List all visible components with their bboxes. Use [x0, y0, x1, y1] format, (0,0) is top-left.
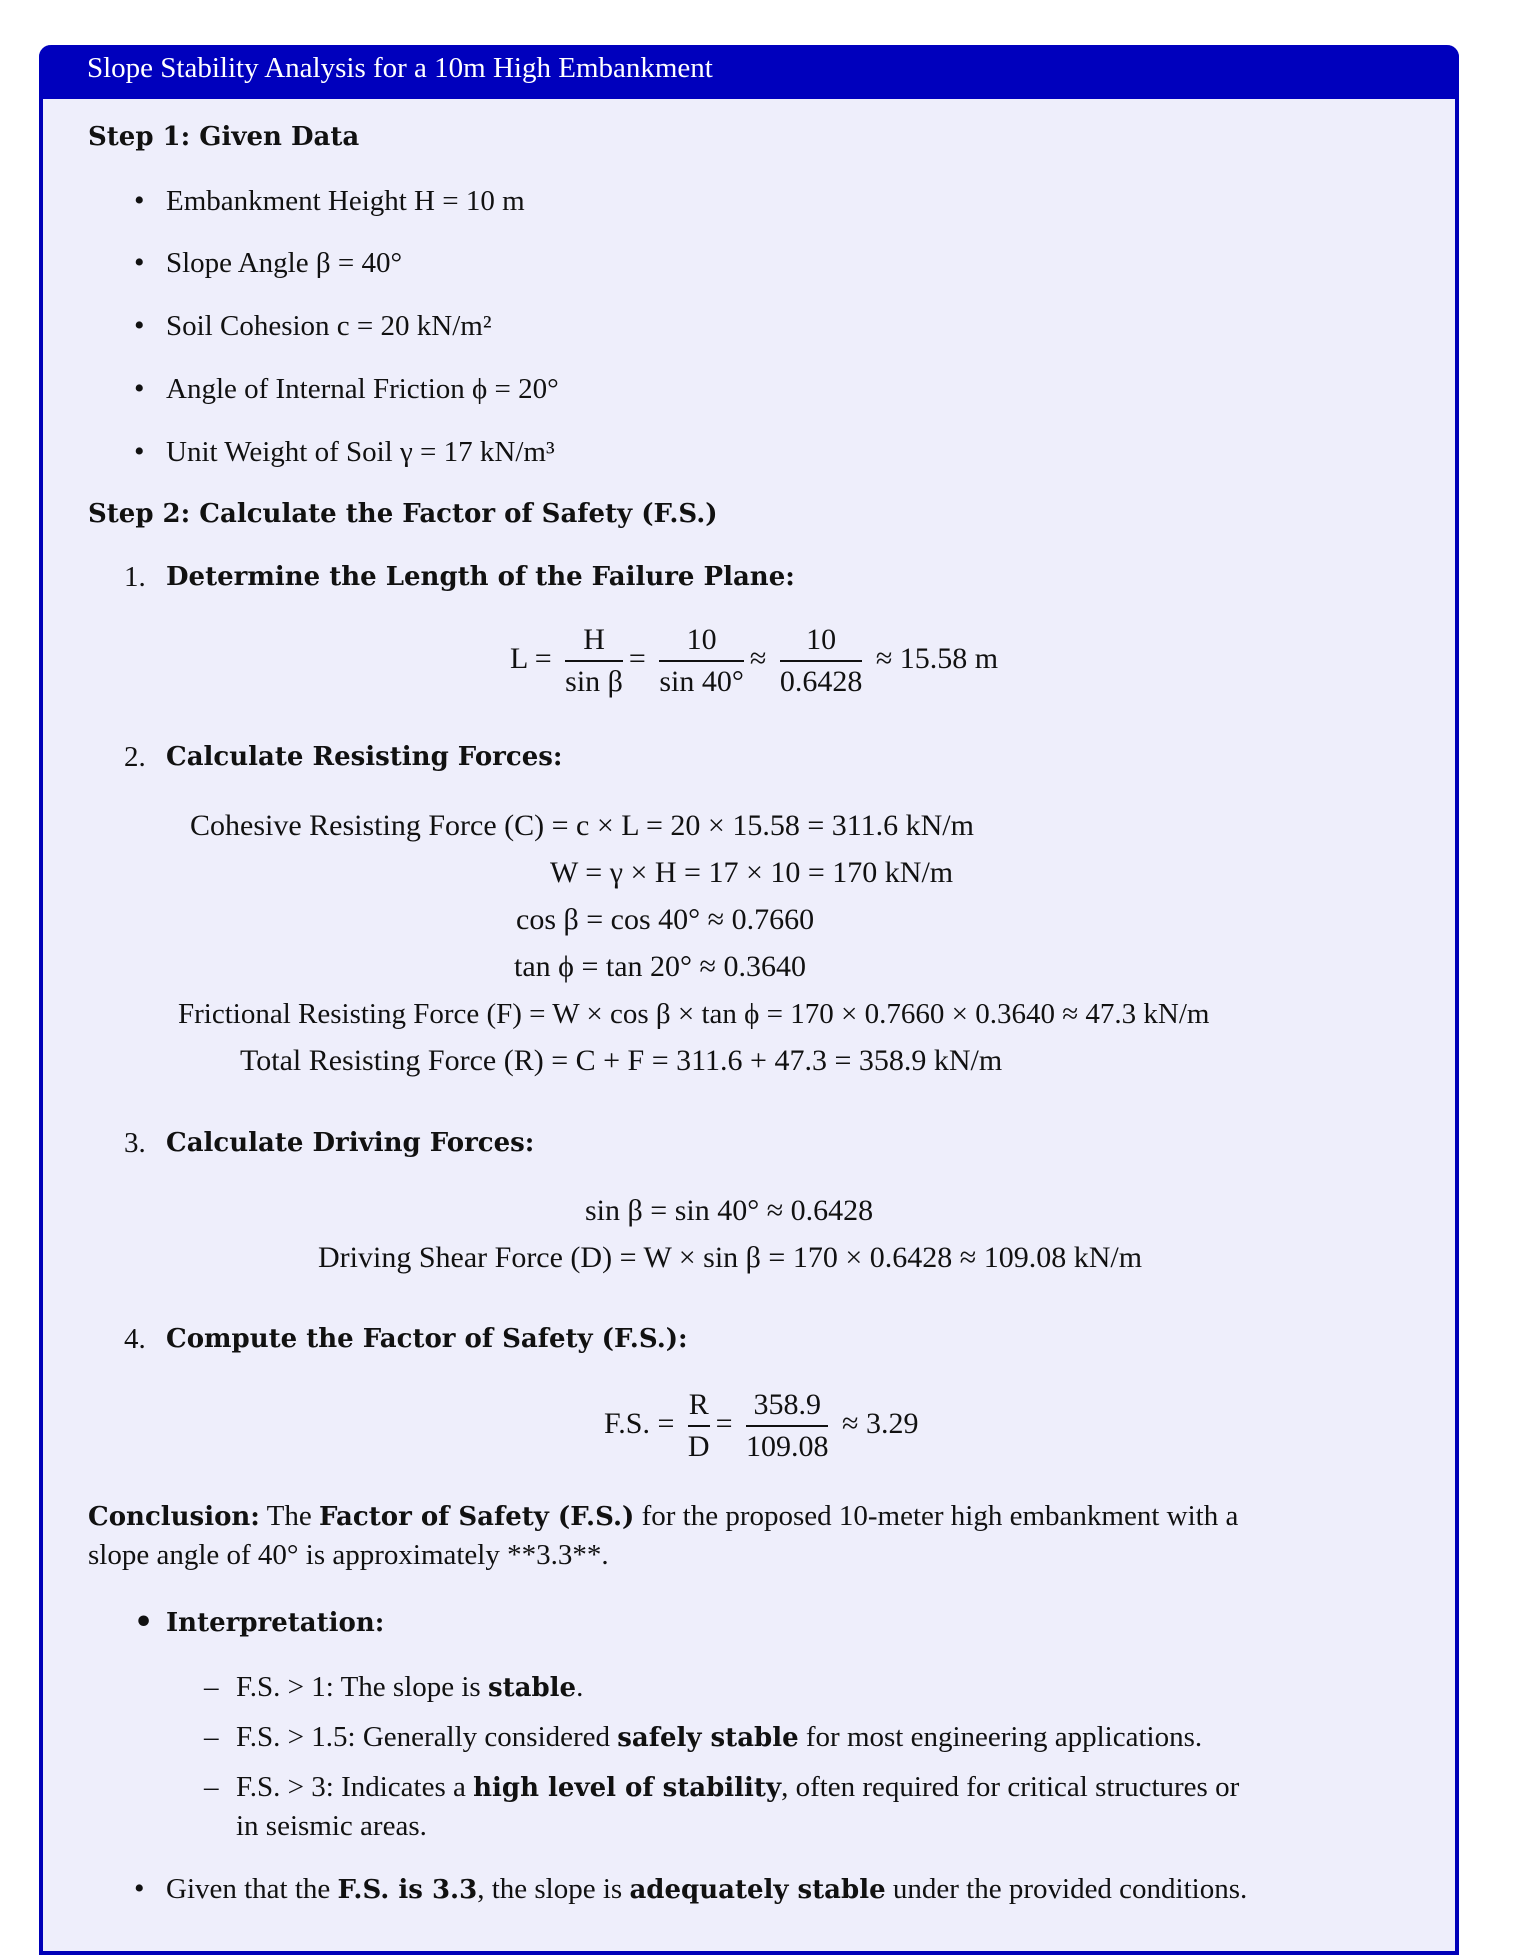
interpretation-item-2	[236, 1719, 1202, 1756]
interp2-post: for most engineering applications.	[798, 1721, 1203, 1753]
substep1-number: 1.	[124, 561, 146, 593]
step1-heading: Step 1: Given Data	[88, 122, 360, 152]
interpretation-item-3-wrap: in seismic areas.	[236, 1810, 427, 1842]
interp1-pre: F.S. > 1: The slope is	[236, 1671, 488, 1703]
conclusion-text-a: The	[266, 1500, 312, 1532]
eq4-frac2-num: 358.9	[753, 1388, 821, 1421]
final-e: under the provided conditions.	[885, 1873, 1248, 1905]
substep3-title: Calculate Driving Forces:	[166, 1128, 535, 1158]
resisting-line-cos: cos β = cos 40° ≈ 0.7660	[516, 903, 815, 936]
eq1-frac2	[659, 620, 744, 702]
eq4-lhs: F.S. =	[604, 1406, 675, 1440]
interp2-bold: safely stable	[617, 1723, 799, 1753]
resisting-line-tan: tan ϕ = tan 20° ≈ 0.3640	[514, 950, 806, 983]
substep4-number: 4.	[124, 1323, 146, 1355]
eq1-frac1-den: sin β	[565, 660, 623, 702]
given-item-slope: • Slope Angle β = 40°	[166, 245, 402, 281]
substep2-title: Calculate Resisting Forces:	[166, 742, 563, 772]
resisting-line-total: Total Resisting Force (R) = C + F = 311.6 + 47.3 = 358.9 kN/m	[240, 1044, 1003, 1077]
conclusion-line1	[88, 1498, 1238, 1535]
eq1-result: ≈ 15.58 m	[875, 641, 999, 675]
interp3-bold: high level of stability	[473, 1773, 782, 1803]
substep4-title: Compute the Factor of Safety (F.S.):	[166, 1324, 688, 1354]
substep2-number: 2.	[124, 741, 146, 773]
eq4-frac1	[688, 1385, 710, 1467]
eq1-frac3-num: 10	[806, 623, 837, 656]
interpretation-item-3	[236, 1769, 1239, 1806]
eq4-frac1-den: D	[688, 1425, 710, 1467]
conclusion-line2: slope angle of 40° is approximately **3.3**.	[88, 1539, 609, 1571]
final-c: , the slope is	[477, 1873, 630, 1905]
failure-length-equation: L = $\frac{H}{\text{sin β}}$ = $\frac{10}{\sin 40^\circ}$ ≈ $\frac{10}{0.6428}$ ≈ 15.58 m	[510, 620, 998, 702]
given-item-unit-weight: • Unit Weight of Soil γ = 17 kN/m³	[166, 434, 555, 470]
eq1-frac3	[780, 620, 863, 702]
interp3-post: , often required for critical structures or	[781, 1771, 1240, 1803]
final-b: F.S. is 3.3	[337, 1875, 478, 1905]
eq4-frac2	[746, 1385, 829, 1467]
given-item-friction: • Angle of Internal Friction ϕ = 20°	[166, 371, 559, 407]
interpretation-item-1	[236, 1669, 583, 1706]
given-item-height: • Embankment Height H = 10 m	[166, 183, 525, 219]
driving-line-sin: sin β = sin 40° ≈ 0.6428	[585, 1194, 874, 1227]
driving-line-shear: Driving Shear Force (D) = W × sin β = 170 × 0.6428 ≈ 109.08 kN/m	[318, 1241, 1143, 1274]
resisting-line-cohesive: Cohesive Resisting Force (C) = c × L = 20 × 15.58 = 311.6 kN/m	[190, 809, 974, 842]
eq1-frac2-den: sin 40°	[659, 660, 744, 702]
page-title: Slope Stability Analysis for a 10m High Embankment	[87, 52, 713, 84]
final-a: Given that the	[166, 1873, 338, 1905]
final-statement	[166, 1871, 1247, 1908]
eq1-frac1-num: H	[583, 623, 605, 656]
resisting-line-frictional: Frictional Resisting Force (F) = W × cos β × tan ϕ = 170 × 0.7660 × 0.3640 ≈ 47.3 kN/m	[178, 998, 1210, 1030]
eq4-frac2-den: 109.08	[746, 1425, 829, 1467]
substep1-title: Determine the Length of the Failure Plane:	[166, 562, 795, 592]
interp3-pre: F.S. > 3: Indicates a	[236, 1771, 474, 1803]
eq4-result: ≈ 3.29	[841, 1406, 919, 1440]
step2-heading: Step 2: Calculate the Factor of Safety (F.S.)	[88, 499, 718, 529]
interp1-bold: stable	[487, 1673, 577, 1703]
interpretation-label: • Interpretation:	[166, 1605, 384, 1641]
interp1-post: .	[576, 1671, 584, 1703]
resisting-line-weight: W = γ × H = 17 × 10 = 170 kN/m	[550, 856, 954, 889]
conclusion-text-b: for the proposed 10-meter high embankment with a	[641, 1500, 1239, 1532]
eq1-frac2-num: 10	[686, 623, 717, 656]
substep3-number: 3.	[124, 1127, 146, 1159]
given-item-cohesion: • Soil Cohesion c = 20 kN/m²	[166, 308, 492, 344]
conclusion-bold-fs: Factor of Safety (F.S.)	[319, 1502, 635, 1532]
interp2-pre: F.S. > 1.5: Generally considered	[236, 1721, 618, 1753]
panel-header	[39, 45, 1459, 99]
eq1-frac1	[565, 620, 623, 702]
final-d: adequately stable	[629, 1875, 886, 1905]
eq4-frac1-num: R	[688, 1388, 709, 1421]
factor-of-safety-equation: F.S. = $\frac{R}{D}$ = $\frac{358.9}{109.08}$ ≈ 3.29	[604, 1385, 918, 1467]
conclusion-label: Conclusion:	[88, 1502, 260, 1532]
eq1-lhs: L =	[510, 641, 552, 675]
eq1-frac3-den: 0.6428	[780, 660, 863, 702]
